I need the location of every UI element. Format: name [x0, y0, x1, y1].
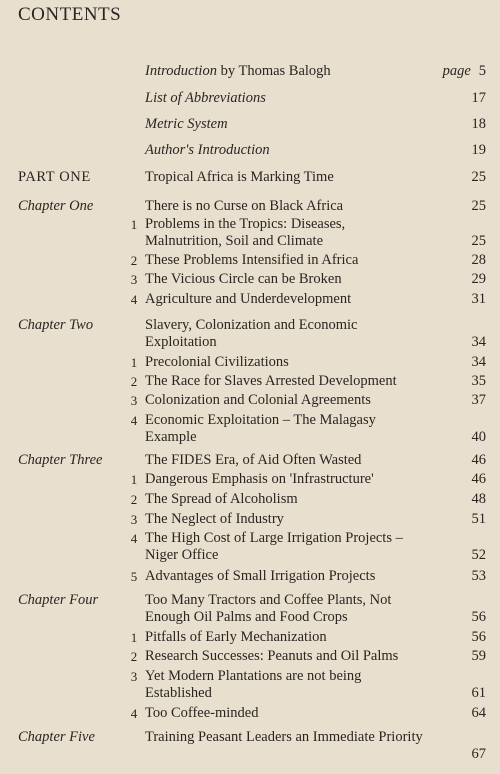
entry-title: Yet Modern Plantations are not being Established — [145, 668, 362, 701]
page-number-value: 25 — [471, 198, 486, 214]
section-number: 2 — [130, 492, 138, 507]
page-number-value: 5 — [478, 63, 486, 79]
section-number: 4 — [130, 413, 138, 428]
page-number-value: 56 — [471, 629, 486, 645]
page-number — [472, 142, 487, 159]
entry-title: Economic Exploitation – The Malagasy Example — [145, 412, 376, 445]
page-number-value: 52 — [471, 547, 486, 563]
page-number — [472, 90, 487, 107]
section-number: 1 — [130, 472, 138, 487]
page-number-value: 25 — [471, 233, 486, 249]
entry-title: Slavery, Colonization and Economic Exploitation — [145, 317, 358, 350]
section-number: 3 — [130, 512, 138, 527]
page-number — [472, 291, 487, 308]
entry-title: Author's Introduction — [145, 142, 270, 158]
page-number — [472, 271, 487, 288]
chapter-label: Chapter Five — [18, 729, 95, 745]
page-number-value: 61 — [471, 685, 486, 701]
entry-title: List of Abbreviations — [145, 90, 266, 106]
page-number — [472, 547, 487, 564]
entry-title: Pitfalls of Early Mechanization — [145, 629, 327, 645]
page-number — [472, 429, 487, 446]
page-number — [472, 491, 487, 508]
page-number-value: 18 — [471, 116, 486, 132]
entry-title: Problems in the Tropics: Diseases, Malnutrition, Soil and Climate — [145, 216, 346, 249]
entry-title: There is no Curse on Black Africa — [145, 198, 344, 214]
entry-title: Too Many Tractors and Coffee Plants, Not Enough Oil Palms and Food Crops — [145, 592, 392, 625]
section-number: 3 — [130, 669, 138, 684]
section-number: 4 — [130, 706, 138, 721]
entry-title: Metric System — [145, 116, 228, 132]
entry-title: Dangerous Emphasis on 'Infrastructure' — [145, 471, 374, 487]
entry-title: Colonization and Colonial Agreements — [145, 392, 371, 408]
section-number: 1 — [130, 630, 138, 645]
page-number-value: 31 — [471, 291, 486, 307]
entry-title: The Spread of Alcoholism — [145, 491, 298, 507]
page-number-value: 56 — [471, 609, 486, 625]
entry-title: Introduction by Thomas Balogh — [145, 63, 331, 79]
page-number — [472, 169, 487, 186]
section-number: 2 — [130, 649, 138, 664]
section-number: 5 — [130, 569, 138, 584]
page-number-value: 51 — [471, 511, 486, 527]
page-number-value: 25 — [471, 169, 486, 185]
contents-heading: CONTENTS — [18, 4, 122, 25]
page-number — [472, 629, 487, 646]
page-number — [472, 746, 487, 763]
page-number-value: 19 — [471, 142, 486, 158]
section-number: 2 — [130, 374, 138, 389]
chapter-label: Chapter One — [18, 198, 94, 214]
page-number-value: 48 — [471, 491, 486, 507]
entry-title: These Problems Intensified in Africa — [145, 252, 359, 268]
page-number-value: 17 — [471, 90, 486, 106]
entry-title: The High Cost of Large Irrigation Projects – Niger Office — [145, 530, 403, 563]
section-number: 4 — [130, 292, 138, 307]
entry-title: Tropical Africa is Marking Time — [145, 169, 334, 185]
part-label: PART ONE — [18, 169, 91, 185]
page-number-value: 29 — [471, 271, 486, 287]
chapter-label: Chapter Three — [18, 452, 103, 468]
page-number-value: 46 — [471, 471, 486, 487]
page-number — [472, 568, 487, 585]
entry-title-suffix: by Thomas Balogh — [216, 63, 331, 79]
section-number: 4 — [130, 531, 138, 546]
page-number-value: 67 — [471, 746, 486, 762]
page-number — [472, 648, 487, 665]
page-number — [472, 705, 487, 722]
page-number-value: 34 — [471, 354, 486, 370]
page-number-value: 64 — [471, 705, 486, 721]
page-number — [472, 609, 487, 626]
entry-title: Too Coffee-minded — [145, 705, 259, 721]
section-number: 3 — [130, 272, 138, 287]
page-number — [472, 452, 487, 469]
page-number — [472, 116, 487, 133]
page-number-value: 34 — [471, 334, 486, 350]
entry-title: Research Successes: Peanuts and Oil Palms — [145, 648, 399, 664]
entry-title: Training Peasant Leaders an Immediate Priority — [145, 729, 423, 745]
page-number-value: 59 — [471, 648, 486, 664]
chapter-label: Chapter Four — [18, 592, 99, 608]
page-number — [472, 511, 487, 528]
page-number-value: 35 — [471, 373, 486, 389]
entry-title: Agriculture and Underdevelopment — [145, 291, 352, 307]
page-number — [472, 198, 487, 215]
entry-title: Advantages of Small Irrigation Projects — [145, 568, 376, 584]
entry-title: The Race for Slaves Arrested Development — [145, 373, 397, 389]
page-number — [472, 233, 487, 250]
page-number-value: 37 — [471, 392, 486, 408]
page-number — [472, 334, 487, 351]
page-number — [443, 63, 486, 80]
entry-title: The Vicious Circle can be Broken — [145, 271, 342, 287]
section-number: 2 — [130, 253, 138, 268]
page-number-value: 40 — [471, 429, 486, 445]
section-number: 1 — [130, 355, 138, 370]
page-number-value: 46 — [471, 452, 486, 468]
page-number — [472, 373, 487, 390]
page-number — [472, 471, 487, 488]
page-number — [472, 354, 487, 371]
page-number — [472, 252, 487, 269]
page-number-value: 53 — [471, 568, 486, 584]
section-number: 3 — [130, 393, 138, 408]
entry-title: The Neglect of Industry — [145, 511, 284, 527]
page-number — [472, 392, 487, 409]
entry-title: Precolonial Civilizations — [145, 354, 289, 370]
page-number-value: 28 — [471, 252, 486, 268]
page-number — [472, 685, 487, 702]
entry-title: The FIDES Era, of Aid Often Wasted — [145, 452, 362, 468]
section-number: 1 — [130, 217, 138, 232]
page-word: page — [442, 63, 471, 79]
chapter-label: Chapter Two — [18, 317, 94, 333]
